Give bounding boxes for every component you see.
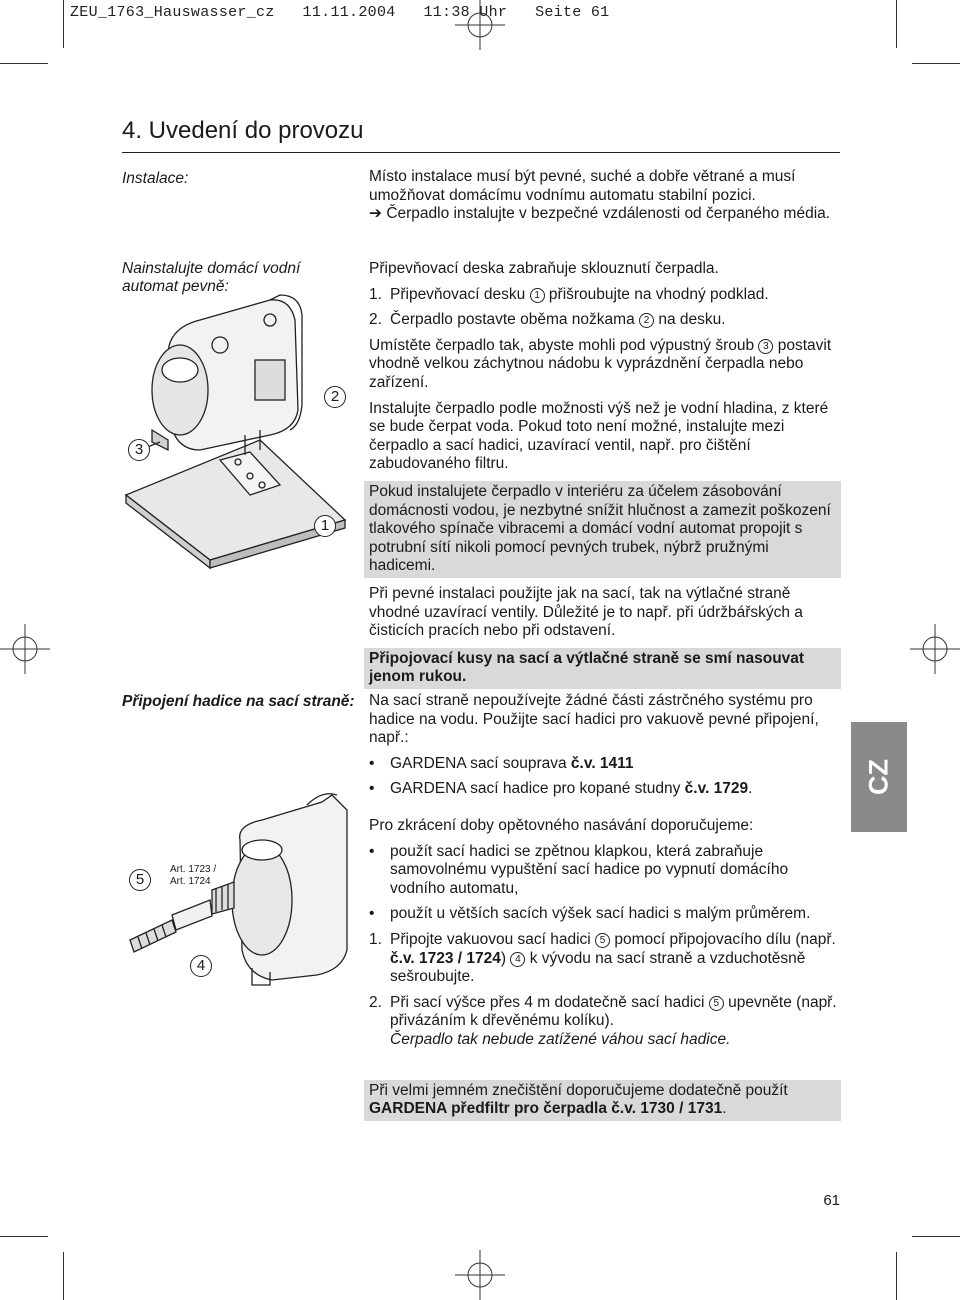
step-text: na desku. [658,311,726,329]
instalace-p1: Místo instalace musí být pevné, suché a dobře větrané a musí umožňovat domácímu vodnímu automatu stabilní pozici. [369,168,796,204]
step-number: 1. [369,930,382,948]
step-text: k vývodu na sací straně a vzduchotěsně sešroubujte. [390,949,806,986]
nainstalujte-p5: Při pevné instalaci použijte jak na sací, tak na výtlačné straně vhodné uzavírací ventily. Důležité je to např. při údržbářských a čisticích pracích nebo při odstavení. [369,584,803,640]
callout-ref: 5 [595,933,610,948]
bullet-item [369,843,841,899]
crop-mark [0,63,48,64]
suction-hose-illustration [122,790,362,990]
nainstalujte-intro: Připevňovací deska zabraňuje sklouznutí čerpadla. [369,260,719,277]
crop-mark [896,1252,897,1300]
article-number: č.v. 1411 [570,754,634,772]
bullet-icon: • [369,754,375,772]
callout-ref: 1 [530,288,545,303]
label-nainstalujte: Nainstalujte domácí vodní automat pevně: [122,260,301,295]
crop-mark [896,0,897,48]
step-note: Čerpadlo tak nebude zatížené váhou sací hadice. [390,1030,731,1048]
article-number: č.v. 1723 / 1724 [390,949,501,967]
note-text: . [722,1100,727,1118]
p3-text: postavit vhodně velkou záchytnou nádobu k vyprázdnění čerpadla nebo zařízení. [369,336,832,391]
suction-step-1 [369,931,841,987]
pripojeni-p2: Pro zkrácení doby opětovného nasávání doporučujeme: [369,816,754,834]
language-tab [851,722,907,832]
art-label-line: Art. 1723 / [170,864,217,875]
crop-mark [912,1236,960,1237]
pripojeni-p1: Na sací straně nepoužívejte žádné části zástrčného systému pro hadice na vodu. Použijte sací hadici pro vakuově pevné připojení, např.: [369,692,819,747]
label-pripojeni: Připojení hadice na sací straně: [122,693,355,710]
bullet-text: použít u větších sacích výšek sací hadici s malým průměrem. [390,905,811,923]
art-label [170,864,216,888]
step-text: Připevňovací desku [390,285,526,303]
crop-mark [63,0,64,48]
callout-1: 1 [314,515,336,537]
note-interior-install: Pokud instalujete čerpadlo v interiéru za účelem zásobování domácnosti vodou, je nezbytné snížit hlučnost a zamezit poškození tlakového spínače vibracemi a domácí vodní automat propojit s potrubní sítí nikoli pomocí pevných trubek, nýbrž pružnými hadicemi. [364,481,841,578]
bullet-text: . [748,780,753,798]
step-text: pomocí připojovacího dílu (např. [614,930,836,948]
callout-4: 4 [190,955,212,977]
bullet-icon: • [369,780,375,798]
note-text: Při velmi jemném znečištění doporučujeme dodatečně použít [369,1081,788,1099]
nainstalujte-p3 [369,337,841,393]
instalace-p2-text: Čerpadlo instalujte v bezpečné vzdálenosti od čerpaného média. [386,205,831,223]
crop-mark [63,1252,64,1300]
arrow-icon: ➔ [369,205,382,223]
callout-5: 5 [129,869,151,891]
bullet-text: GARDENA sací hadice pro kopané studny [390,780,681,798]
step-text: Čerpadlo postavte oběma nožkama [390,311,635,329]
registration-mark-icon [455,1250,505,1300]
step-text: upevněte (např. přivázáním k dřevěnému kolíku). [390,993,837,1030]
step-1 [369,286,841,305]
note-hand-only: Připojovací kusy na sací a výtlačné straně se smí nasouvat jenom rukou. [364,648,841,689]
registration-mark-icon [910,624,960,674]
suction-step-2 [369,994,841,1050]
p3-text: Umístěte čerpadlo tak, abyste mohli pod výpustný šroub [369,336,755,354]
bullet-icon: • [369,905,375,923]
note-prefilter [364,1080,841,1121]
bullet-text: použít sací hadici se zpětnou klapkou, která zabraňuje samovolnému vypuštění sací hadice po vypnutí domácího vodního automatu, [390,842,789,897]
step-text: přišroubujte na vhodný podklad. [548,285,769,303]
crop-mark [0,1236,48,1237]
label-instalace: Instalace: [122,170,189,187]
bullet-text: GARDENA sací souprava [390,754,567,772]
section-title: 4. Uvedení do provozu [122,117,840,153]
step-number: 1. [369,285,382,303]
crop-mark [912,63,960,64]
language-tab-label: CZ [863,759,894,795]
bullet-icon: • [369,842,375,860]
callout-ref: 3 [758,339,773,354]
bullet-item [369,755,841,774]
bullet-item [369,780,841,799]
callout-ref: 2 [639,313,654,328]
step-text: Při sací výšce přes 4 m dodatečně sací hadici [390,993,705,1011]
bullet-item [369,905,841,924]
step-text: ) [500,949,507,967]
step-2 [369,311,841,330]
step-text: Připojte vakuovou sací hadici [390,930,591,948]
registration-mark-icon [455,0,505,50]
callout-ref: 4 [510,952,525,967]
page-number: 61 [823,1192,840,1209]
pripojeni-text [369,692,841,1121]
callout-ref: 5 [709,996,724,1011]
instalace-text [369,168,841,224]
step-number: 2. [369,311,382,329]
nainstalujte-p4: Instalujte čerpadlo podle možnosti výš než je vodní hladina, z které se bude čerpat voda. Pokud toto není možné, instalujte mezi čerpadlo a sací hadici, uzavírací ventil, např. pro čištění zabudovaného filtru. [369,399,829,473]
art-label-line: Art. 1724 [170,876,211,887]
nainstalujte-text [369,260,841,689]
registration-mark-icon [0,624,50,674]
step-number: 2. [369,993,382,1011]
callout-3: 3 [128,439,150,461]
print-slug: ZEU_1763_Hauswasser_cz 11.11.2004 11:38 Uhr Seite 61 [70,4,610,21]
note-bold: GARDENA předfiltr pro čerpadla č.v. 1730 / 1731 [369,1100,723,1118]
callout-2: 2 [324,386,346,408]
article-number: č.v. 1729 [684,780,749,798]
instalace-p2 [369,205,841,224]
